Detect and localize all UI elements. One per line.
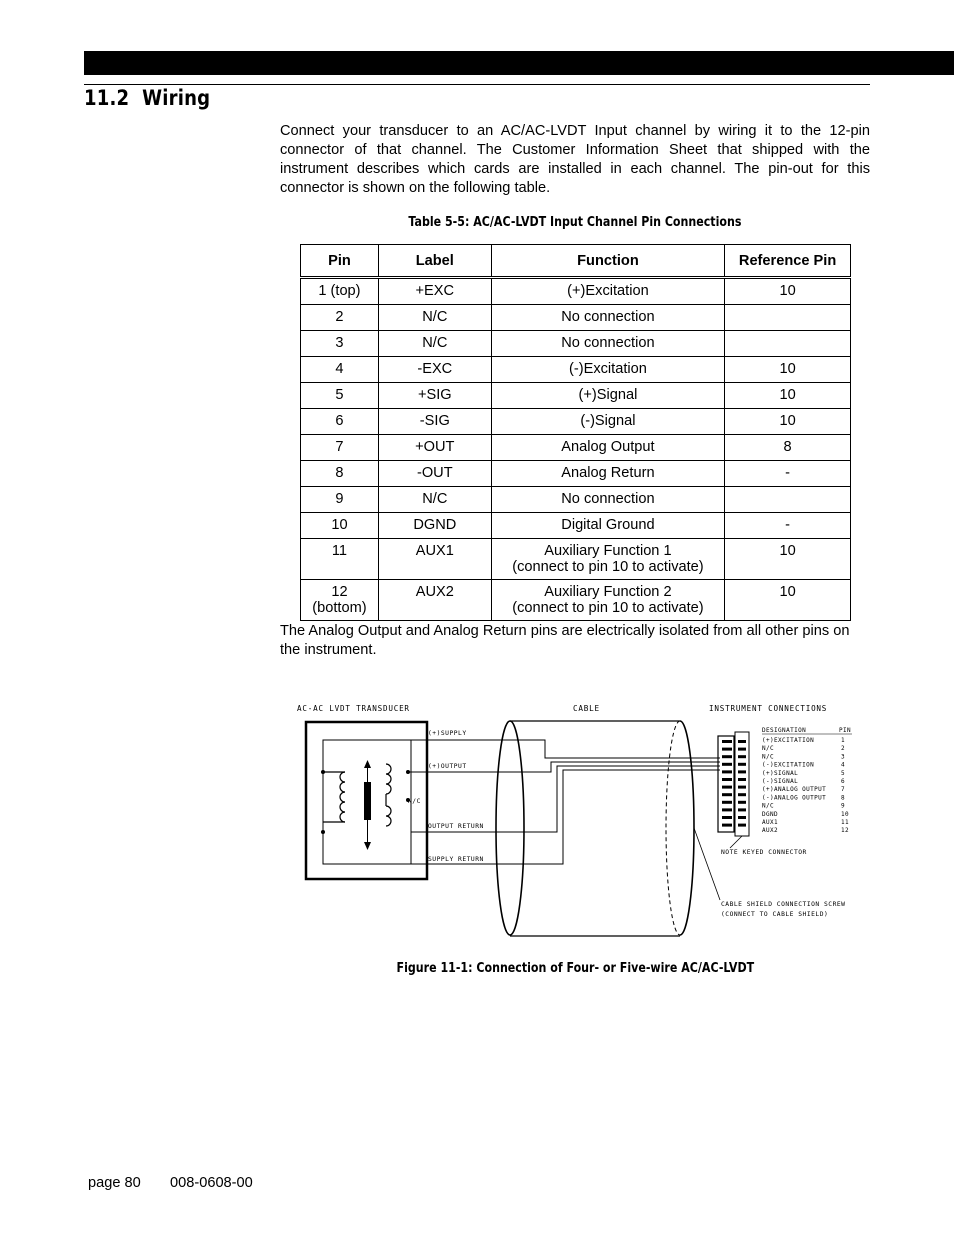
cell-function: No connection — [491, 487, 724, 513]
connector-pin — [722, 808, 732, 811]
table-row — [301, 331, 851, 357]
section-number: 11.2 — [84, 86, 130, 110]
designation-name: (+)ANALOG OUTPUT — [762, 786, 827, 794]
cell-function: No connection — [491, 331, 724, 357]
table-row — [301, 357, 851, 383]
pin-header: PIN — [839, 727, 852, 734]
cell-pin: 3 — [301, 331, 379, 357]
section-heading — [84, 86, 210, 110]
designation-name: N/C — [762, 753, 775, 761]
cell-pin: 12 (bottom) — [301, 580, 379, 621]
connector-contact — [738, 740, 746, 743]
designation-name: DGND — [762, 810, 779, 818]
connector-contact — [738, 778, 746, 781]
connector-contact — [738, 816, 746, 819]
table-row — [301, 487, 851, 513]
table-row — [301, 539, 851, 580]
intro-paragraph: Connect your transducer to an AC/AC-LVDT Input channel by wiring it to the 12-pin connector of that channel. The Customer Information Sheet that shipped with the instrument describes which cards are installed in each channel. The pin-out for this connector is shown on the following table. — [280, 123, 870, 196]
designation-name: (-)EXCITATION — [762, 761, 815, 769]
designation-pin: 1 — [841, 737, 846, 744]
cell-label: AUX1 — [378, 539, 491, 580]
pin-connections-table — [300, 244, 851, 621]
cell-pin: 7 — [301, 435, 379, 461]
cell-reference-pin — [725, 487, 851, 513]
connector-contact — [738, 770, 746, 773]
cell-label: N/C — [378, 487, 491, 513]
cell-reference-pin — [725, 305, 851, 331]
cell-function: Analog Return — [491, 461, 724, 487]
cell-reference-pin: 10 — [725, 383, 851, 409]
cell-pin: 11 — [301, 539, 379, 580]
connector-pin — [722, 824, 732, 827]
col-header-reference-pin: Reference Pin — [725, 245, 851, 278]
table-row — [301, 409, 851, 435]
col-header-function: Function — [491, 245, 724, 278]
designation-header: DESIGNATION — [762, 727, 807, 734]
designation-name: (+)EXCITATION — [762, 737, 815, 744]
figure-caption: Figure 11-1: Connection of Four- or Five-wire AC/AC-LVDT — [396, 961, 754, 976]
designation-pin: 3 — [841, 753, 846, 761]
shield-note-line2: (CONNECT TO CABLE SHIELD) — [721, 911, 829, 918]
connector-pin — [722, 793, 732, 796]
connector-contact — [738, 824, 746, 827]
connector-contact — [738, 786, 746, 789]
designation-name: (+)SIGNAL — [762, 769, 799, 777]
col-header-label: Label — [378, 245, 491, 278]
cell-reference-pin: - — [725, 461, 851, 487]
header-rule — [84, 84, 870, 85]
table-row — [301, 461, 851, 487]
designation-pin: 9 — [841, 802, 846, 810]
keyed-connector-note: NOTE KEYED CONNECTOR — [721, 849, 807, 856]
cell-label: +SIG — [378, 383, 491, 409]
designation-pin: 6 — [841, 778, 846, 785]
cell-function: Auxiliary Function 1 (connect to pin 10 to activate) — [491, 539, 724, 580]
table-row — [301, 305, 851, 331]
wiring-diagram — [290, 695, 870, 950]
table-row — [301, 580, 851, 621]
connector-pin — [722, 755, 732, 758]
connector-pin — [722, 778, 732, 781]
cell-function: Analog Output — [491, 435, 724, 461]
transducer-title: AC-AC LVDT TRANSDUCER — [297, 704, 410, 713]
cell-pin: 8 — [301, 461, 379, 487]
wire-label-nc: N/C — [408, 798, 421, 805]
cell-reference-pin: 8 — [725, 435, 851, 461]
wire-label-supply: (+)SUPPLY — [428, 730, 467, 737]
col-header-pin: Pin — [301, 245, 379, 278]
cell-reference-pin: 10 — [725, 539, 851, 580]
connector-pin — [722, 748, 732, 751]
wires — [323, 740, 720, 864]
connector-contact — [738, 763, 746, 766]
cell-reference-pin: - — [725, 513, 851, 539]
table-row — [301, 513, 851, 539]
designation-name: (-)ANALOG OUTPUT — [762, 794, 827, 802]
cell-label: +OUT — [378, 435, 491, 461]
wire-label-output: (+)OUTPUT — [428, 763, 467, 770]
connector-contact — [738, 801, 746, 804]
footer-page-number: page 80 — [88, 1175, 141, 1191]
connector-pin — [722, 770, 732, 773]
connector-contact — [738, 808, 746, 811]
connector-pin — [722, 763, 732, 766]
cell-function: (-)Excitation — [491, 357, 724, 383]
connector-contact — [738, 755, 746, 758]
designation-name: AUX2 — [762, 827, 779, 835]
connector-pin — [722, 801, 732, 804]
cell-label: -SIG — [378, 409, 491, 435]
cell-pin: 5 — [301, 383, 379, 409]
designation-pin: 7 — [841, 786, 846, 794]
lvdt-coils — [323, 764, 391, 826]
section-title: Wiring — [142, 86, 211, 110]
designation-pin: 12 — [841, 827, 850, 835]
cell-function: (+)Signal — [491, 383, 724, 409]
table-row — [301, 435, 851, 461]
connector-pin — [722, 786, 732, 789]
cell-pin: 1 (top) — [301, 278, 379, 305]
designation-pin: 2 — [841, 745, 846, 753]
instrument-connector — [718, 732, 749, 848]
cell-label: -EXC — [378, 357, 491, 383]
cell-pin: 10 — [301, 513, 379, 539]
cell-function: Digital Ground — [491, 513, 724, 539]
cell-reference-pin: 10 — [725, 278, 851, 305]
cell-reference-pin: 10 — [725, 580, 851, 621]
cell-pin: 2 — [301, 305, 379, 331]
cell-function: (-)Signal — [491, 409, 724, 435]
cell-reference-pin: 10 — [725, 409, 851, 435]
cell-reference-pin — [725, 331, 851, 357]
designation-pin: 10 — [841, 810, 850, 818]
cell-pin: 9 — [301, 487, 379, 513]
cell-function: Auxiliary Function 2 (connect to pin 10 to activate) — [491, 580, 724, 621]
table-caption: Table 5-5: AC/AC-LVDT Input Channel Pin Connections — [408, 215, 742, 230]
cell-label: AUX2 — [378, 580, 491, 621]
cell-label: +EXC — [378, 278, 491, 305]
table-row — [301, 383, 851, 409]
designation-name: AUX1 — [762, 819, 779, 826]
cell-function: No connection — [491, 305, 724, 331]
wire-label-output-return: OUTPUT RETURN — [428, 823, 484, 830]
cell-function: (+)Excitation — [491, 278, 724, 305]
cable-title: CABLE — [573, 704, 600, 713]
wire-label-supply-return: SUPPLY RETURN — [428, 856, 484, 863]
cell-label: -OUT — [378, 461, 491, 487]
footer-doc-number: 008-0608-00 — [170, 1175, 253, 1191]
designation-pin: 8 — [841, 794, 846, 802]
connector-pin — [722, 740, 732, 743]
connections-title: INSTRUMENT CONNECTIONS — [709, 704, 828, 713]
cell-reference-pin: 10 — [725, 357, 851, 383]
isolation-note: The Analog Output and Analog Return pins are electrically isolated from all other pins on the instrument. — [280, 623, 850, 658]
designation-name: N/C — [762, 745, 775, 753]
header-bar — [84, 51, 954, 75]
cell-label: DGND — [378, 513, 491, 539]
table-header-row — [301, 245, 851, 278]
designation-pin: 4 — [841, 761, 846, 769]
cell-pin: 6 — [301, 409, 379, 435]
connector-contact — [738, 793, 746, 796]
designation-name: N/C — [762, 802, 775, 810]
cell-pin: 4 — [301, 357, 379, 383]
cell-label: N/C — [378, 305, 491, 331]
designation-pin: 5 — [841, 769, 846, 777]
cable-shield — [496, 721, 720, 936]
cell-label: N/C — [378, 331, 491, 357]
connector-contact — [738, 748, 746, 751]
connector-pin — [722, 816, 732, 819]
designation-pin: 11 — [841, 819, 850, 826]
designation-name: (-)SIGNAL — [762, 778, 799, 785]
shield-note-line1: CABLE SHIELD CONNECTION SCREW — [721, 901, 846, 908]
table-row — [301, 278, 851, 305]
